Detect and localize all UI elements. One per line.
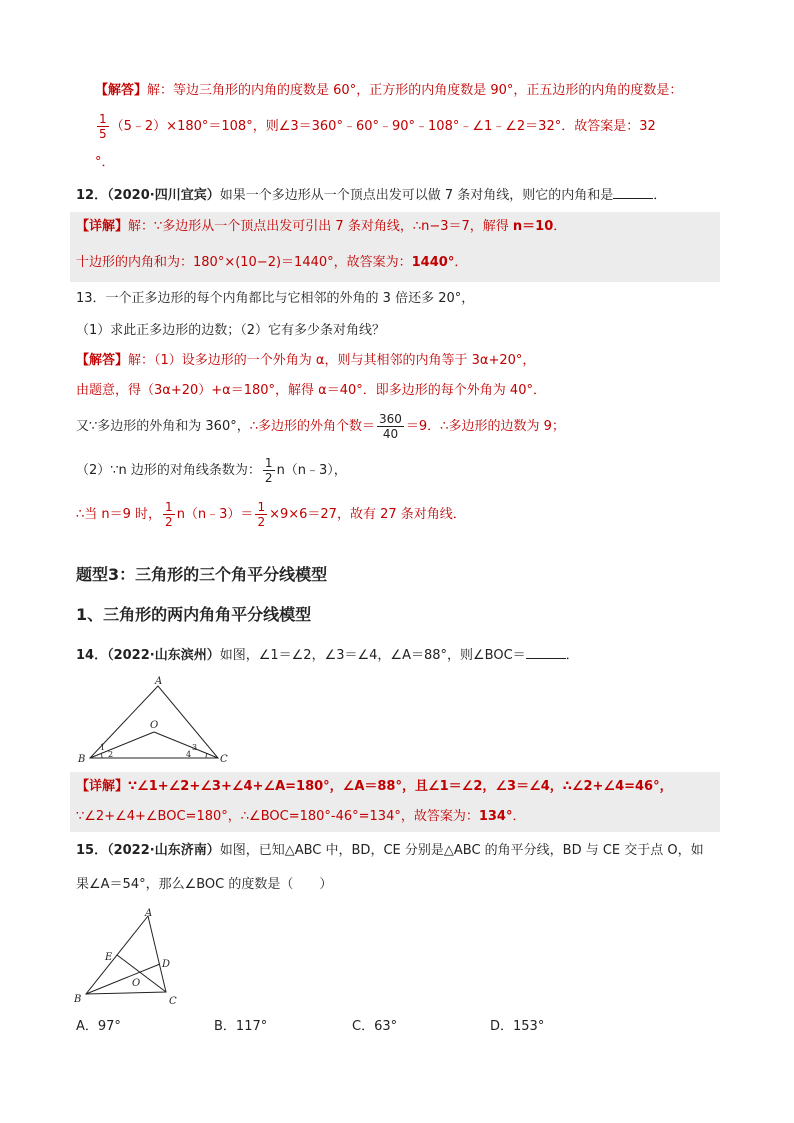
q11-answer-line1: 【解答】解：等边三角形的内角的度数是 60°，正方形的内角度数是 90°，正五边形的内角的度数是： bbox=[95, 83, 683, 98]
label-2: 2 bbox=[108, 750, 114, 759]
option-c[interactable]: C．63° bbox=[352, 1019, 398, 1034]
label-D: D bbox=[162, 959, 171, 970]
q12-detail-line2: 十边形的内角和为：180°×(10−2)＝1440°，故答案为：1440°． bbox=[76, 255, 468, 270]
q13-fraction-half-a: $\frac{1}{2}$ bbox=[165, 500, 173, 529]
q14-detail-line1: 【详解】∵∠1+∠2+∠3+∠4+∠A=180°，∠A＝88°，且∠1＝∠2，∠3＝∠4，∴∠2+∠4=46°， bbox=[76, 779, 673, 794]
q13-answer-line4: （2）∵n 边形的对角线条数为： $\frac{1}{2}$ n（n﹣3）， bbox=[76, 456, 347, 485]
q11-answer-line3: °． bbox=[95, 155, 115, 170]
label-4: 4 bbox=[186, 750, 192, 759]
option-b[interactable]: B．117° bbox=[214, 1019, 268, 1034]
label-B: B bbox=[74, 994, 82, 1005]
q15-triangle-figure bbox=[70, 906, 190, 1010]
q13-answer-line3: 又∵多边形的外角和为 360°，∴多边形的外角个数＝ $\frac{360}{40}$ ＝9．∴多边形的边数为 9； bbox=[76, 412, 565, 441]
q14-detail-line2: ∵∠2+∠4+∠BOC=180°，∴∠BOC=180°-46°=134°，故答案为：134°． bbox=[76, 809, 526, 824]
q13-fraction-half-b: $\frac{1}{2}$ bbox=[257, 500, 266, 529]
label-C: C bbox=[220, 754, 228, 765]
option-a[interactable]: A．97° bbox=[76, 1019, 121, 1034]
q13-answer-line2: 由题意，得（3α+20）+α＝180°，解得 α＝40°．即多边形的每个外角为 40°． bbox=[76, 383, 546, 398]
q13-sub: （1）求此正多边形的边数；（2）它有多少条对角线？ bbox=[76, 323, 386, 338]
q13-answer-line5: ∴当 n＝9 时， $\frac{1}{2}$ n（n﹣3）＝ $\frac{1}{2}$ ×9×6＝27，故有 27 条对角线． bbox=[76, 500, 466, 529]
label-C: C bbox=[169, 996, 177, 1007]
q12-detail-line1: 【详解】解：∵多边形从一个顶点出发可引出 7 条对角线，∴n−3＝7，解得 n＝10． bbox=[76, 219, 567, 234]
label-A: A bbox=[155, 676, 163, 687]
q13-stem: 13．一个正多边形的每个内角都比与它相邻的外角的 3 倍还多 20°， bbox=[76, 291, 475, 306]
section-heading: 题型3：三角形的三个角平分线模型 bbox=[76, 565, 328, 584]
q14-stem: 14．（2022·山东滨州）如图，∠1＝∠2，∠3＝∠4，∠A＝88°，则∠BOC＝ ． bbox=[76, 648, 579, 663]
q15-stem-line1: 15．（2022·山东济南）如图，已知△ABC 中，BD，CE 分别是△ABC 的角平分线，BD 与 CE 交于点 O，如 bbox=[76, 843, 704, 858]
label-E: E bbox=[105, 952, 113, 963]
q11-answer-line2: $\frac{1}{5}$ （5﹣2）×180°＝108°，则∠3＝360°﹣60°﹣90°﹣108°﹣∠1﹣∠2＝32°．故答案是：32 bbox=[99, 112, 656, 141]
answer-blank bbox=[526, 646, 566, 659]
q13-answer-line1: 【解答】解：（1）设多边形的一个外角为 α，则与其相邻的内角等于 3α+20°， bbox=[76, 353, 536, 368]
label-3: 3 bbox=[192, 743, 198, 752]
label-O: O bbox=[132, 978, 141, 989]
q12-stem: 12．（2020·四川宜宾）如果一个多边形从一个顶点出发可以做 7 条对角线，则它的内角和是 ． bbox=[76, 188, 667, 203]
q13-fraction-half: $\frac{1}{2}$ bbox=[264, 456, 273, 485]
label-A: A bbox=[145, 908, 153, 919]
q13-fraction-360-40: $\frac{360}{40}$ bbox=[379, 412, 402, 441]
label-1: 1 bbox=[100, 743, 106, 752]
q14-triangle-figure bbox=[78, 674, 228, 768]
answer-blank bbox=[613, 186, 653, 199]
label-B: B bbox=[78, 754, 86, 765]
subsection-heading: 1、三角形的两内角角平分线模型 bbox=[76, 605, 312, 624]
label-O: O bbox=[150, 720, 159, 731]
q15-stem-line2: 果∠A＝54°，那么∠BOC 的度数是（ ） bbox=[76, 877, 333, 892]
option-d[interactable]: D．153° bbox=[490, 1019, 545, 1034]
q11-fraction: $\frac{1}{5}$ bbox=[99, 112, 107, 141]
